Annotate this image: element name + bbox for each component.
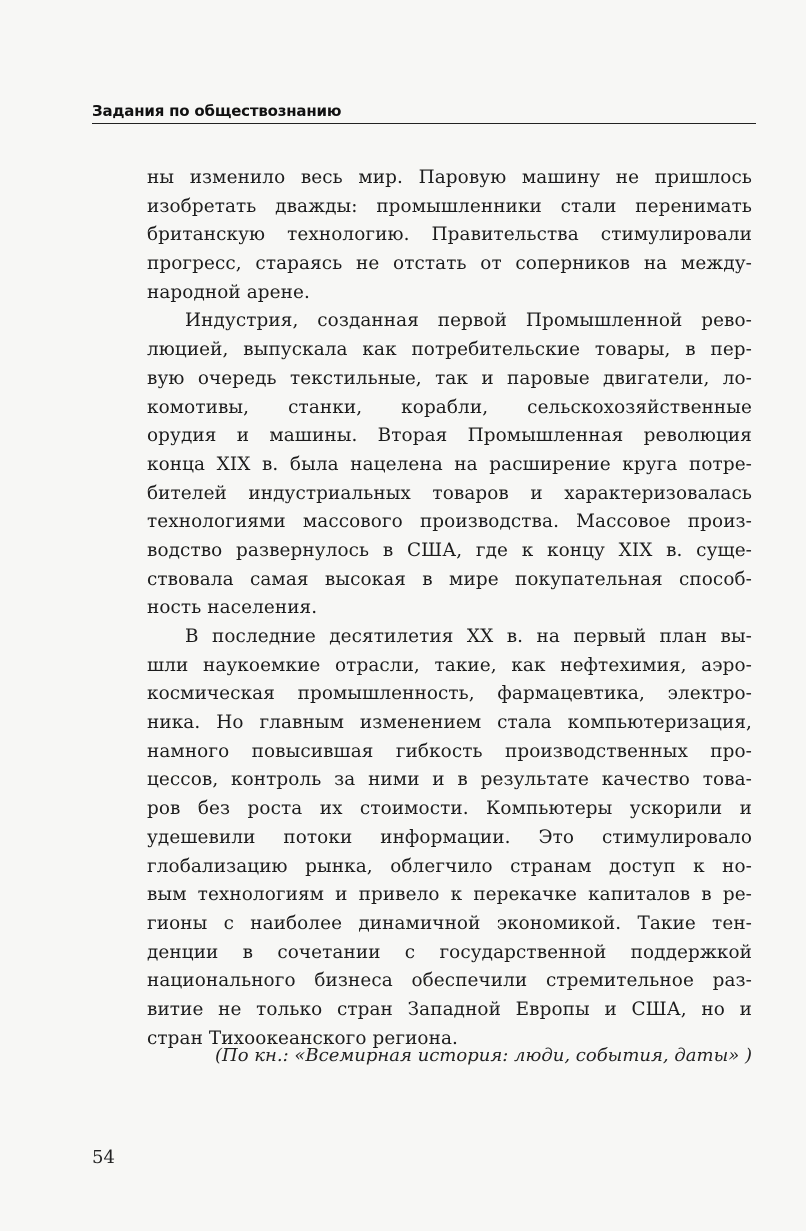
text-line: стран Тихоокеанского региона. [147, 1027, 458, 1049]
header-title: Задания по обществознанию [92, 102, 342, 120]
text-line: национального бизнеса обеспечили стремительное раз- [147, 970, 752, 992]
text-line: водство развернулось в США, где к концу XIX в. суще- [147, 539, 752, 561]
text-line: цессов, контроль за ними и в результате качество това- [147, 769, 752, 791]
paragraph [147, 164, 752, 307]
text-line: витие не только стран Западной Европы и США, но и [147, 998, 752, 1020]
text-line: космическая промышленность, фармацевтика, электро- [147, 683, 752, 705]
text-line: ника. Но главным изменением стала компьютеризация, [147, 712, 752, 734]
text-line: денции в сочетании с государственной поддержкой [147, 941, 752, 963]
text-line: люцией, выпускала как потребительские товары, в пер- [147, 339, 752, 361]
text-line: бителей индустриальных товаров и характеризовалась [147, 482, 752, 504]
text-line: вую очередь текстильные, так и паровые двигатели, ло- [147, 367, 752, 389]
text-line: технологиями массового производства. Массовое произ- [147, 511, 752, 533]
text-line: В последние десятилетия XX в. на первый план вы- [185, 626, 752, 647]
text-line: шли наукоемкие отрасли, такие, как нефтехимия, аэро- [147, 654, 752, 676]
body-text [147, 164, 752, 1053]
paragraph [147, 623, 752, 1053]
paragraph [147, 307, 752, 623]
text-line: гионы с наиболее динамичной экономикой. Такие тен- [147, 912, 752, 934]
text-line: ны изменило весь мир. Паровую машину не пришлось [147, 167, 752, 188]
text-line: изобретать дважды: промышленники стали перенимать [147, 195, 752, 217]
running-header [92, 101, 756, 124]
text-line: Индустрия, созданная первой Промышленной рево- [185, 310, 752, 332]
text-line: ров без роста их стоимости. Компьютеры ускорили и [147, 798, 752, 820]
text-line: британскую технологию. Правительства стимулировали [147, 224, 752, 246]
text-line: ность населения. [147, 597, 318, 619]
page-number: 54 [92, 1147, 115, 1168]
text-line: намного повысившая гибкость производственных про- [147, 740, 752, 762]
text-line: комотивы, станки, корабли, сельскохозяйственные [147, 396, 752, 418]
text-line: орудия и машины. Вторая Промышленная революция [147, 425, 752, 447]
text-line: народной арене. [147, 281, 310, 303]
source-citation: (По кн.: «Всемирная история: люди, события, даты» ) [215, 1045, 752, 1066]
text-line: конца XIX в. была нацелена на расширение круга потре- [147, 453, 752, 475]
text-line: вым технологиям и привело к перекачке капиталов в ре- [147, 884, 752, 906]
text-line: глобализацию рынка, облегчило странам доступ к но- [147, 855, 752, 877]
text-line: прогресс, стараясь не отстать от соперников на между- [147, 253, 752, 275]
text-line: ствовала самая высокая в мире покупательная способ- [147, 568, 752, 590]
text-line: удешевили потоки информации. Это стимулировало [147, 826, 752, 848]
